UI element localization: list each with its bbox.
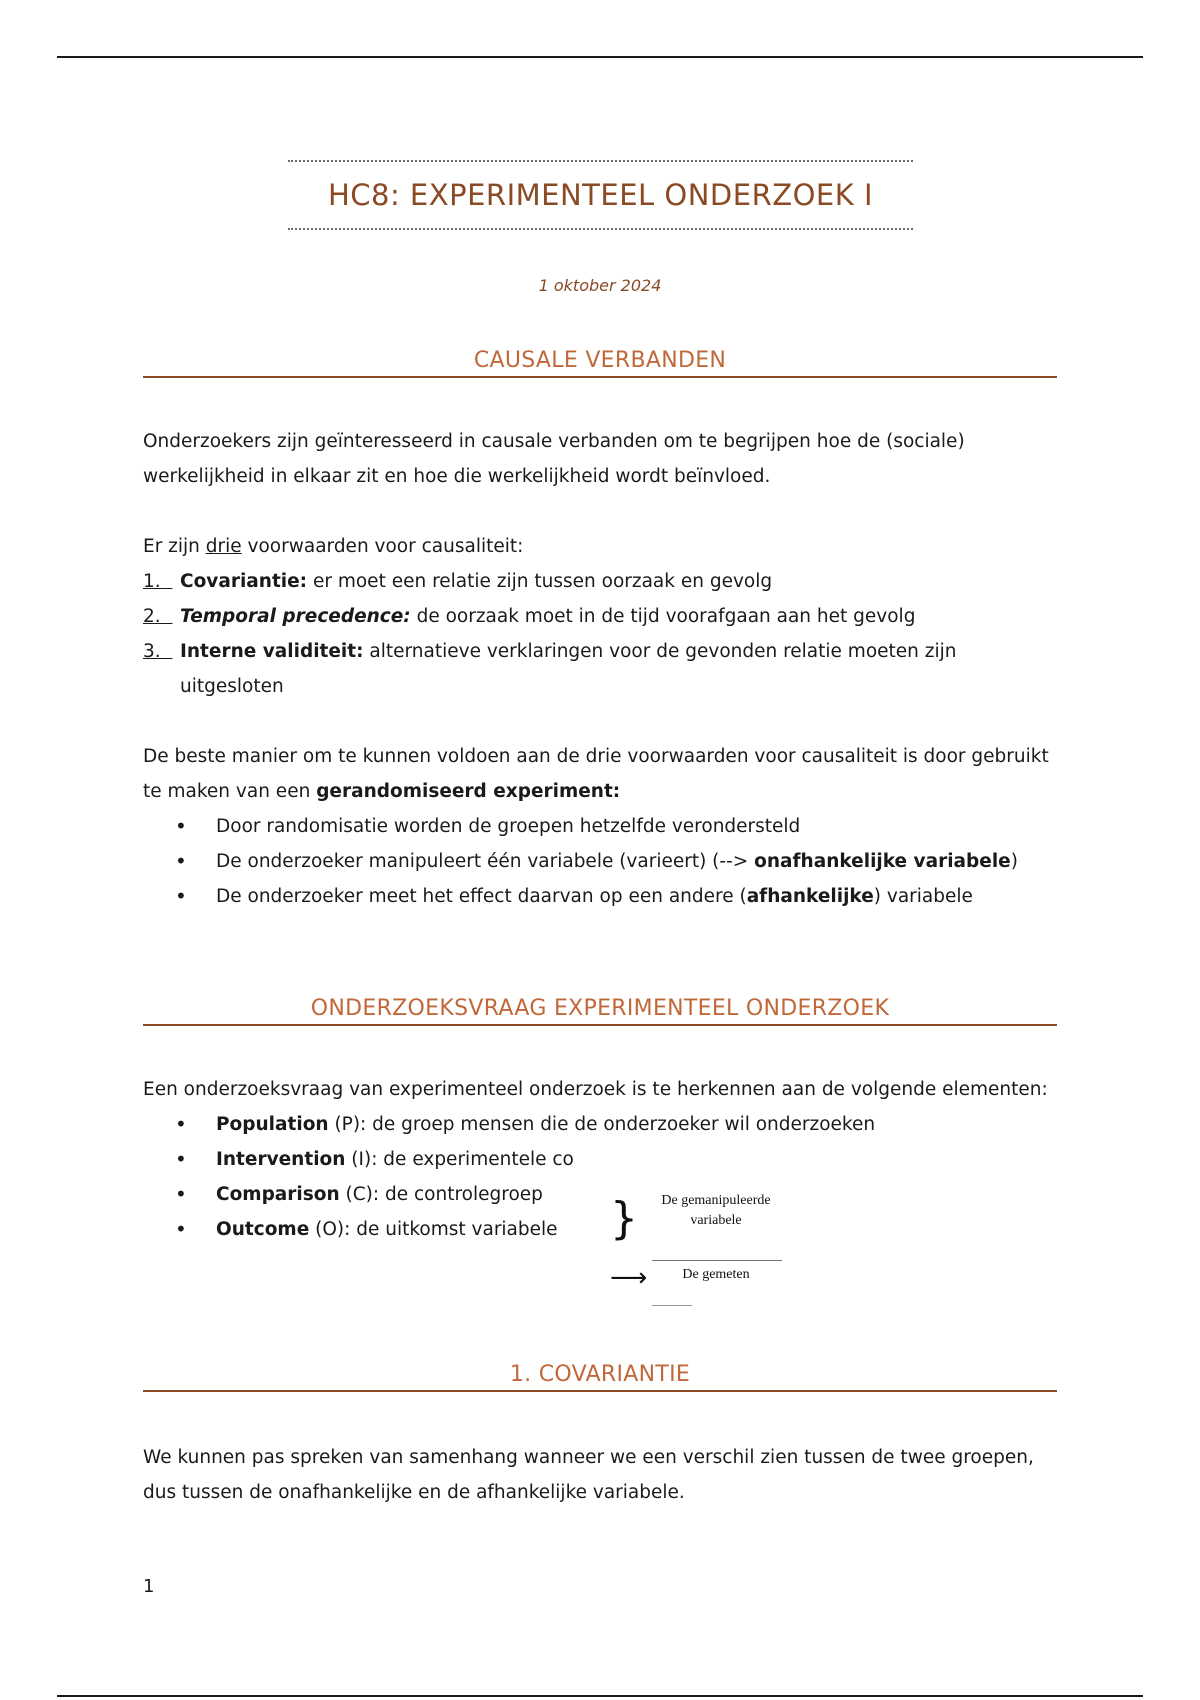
item-term: Interne validiteit:	[180, 641, 364, 662]
best-method-text: De beste manier om te kunnen voldoen aan de drie voorwaarden voor causaliteit is door gebruikt te maken van een	[143, 746, 1049, 802]
section-body-covariantie	[143, 1440, 1063, 1510]
conditions-post: voorwaarden voor causaliteit:	[241, 536, 524, 557]
list-item	[143, 844, 1063, 879]
page-bottom-rule	[57, 1695, 1143, 1697]
document-date: 1 oktober 2024	[538, 276, 662, 295]
bullet-icon: •	[175, 884, 187, 908]
numbered-item-covariantie	[143, 564, 1063, 599]
bullet-icon: •	[175, 1182, 187, 1206]
list-item	[143, 1142, 1063, 1177]
list-item	[143, 1212, 1063, 1247]
figure-divider	[652, 1260, 782, 1261]
paragraph-intro: Een onderzoeksvraag van experimenteel onderzoek is te herkennen aan de volgende elementen:	[143, 1079, 1048, 1100]
bullet-text: De onderzoeker meet het effect daarvan op een andere (	[216, 886, 747, 907]
arrow-right-icon: ⟶	[610, 1263, 648, 1293]
item-text: alternatieve verklaringen voor de gevonden relatie moeten zijn uitgesloten	[180, 641, 957, 697]
page-number: 1	[143, 1576, 155, 1597]
item-number: 1.	[143, 571, 173, 592]
pico-term: Outcome	[216, 1219, 310, 1240]
section-heading-covariantie: 1. COVARIANTIE	[143, 1362, 1057, 1392]
figure-label-measured: De gemeten	[682, 1267, 750, 1282]
bullet-bold: onafhankelijke variabele	[754, 851, 1011, 872]
paragraph-covariantie: We kunnen pas spreken van samenhang wanneer we een verschil zien tussen de twee groepen, dus tussen de onafhankelijke en de afhankelijke variabele.	[143, 1447, 1034, 1503]
conditions-pre: Er zijn	[143, 536, 206, 557]
paragraph-conditions	[143, 529, 1063, 564]
bullet-list-experiment	[143, 809, 1063, 914]
pico-text: (C): de controlegroep	[339, 1184, 543, 1205]
pico-term: Comparison	[216, 1184, 340, 1205]
bullet-icon: •	[175, 1217, 187, 1241]
pico-text: (P): de groep mensen die de onderzoeker wil onderzoeken	[328, 1114, 876, 1135]
numbered-item-temporal-precedence	[143, 599, 1063, 634]
conditions-word: drie	[205, 536, 242, 557]
bullet-icon: •	[175, 1112, 187, 1136]
spacer	[143, 704, 1063, 739]
figure-divider	[652, 1305, 692, 1306]
numbered-item-interne-validiteit	[143, 634, 1063, 704]
spacer	[143, 494, 1063, 529]
section-body-onderzoeksvraag	[143, 1072, 1063, 1247]
bullet-text-end: )	[1010, 851, 1018, 872]
section-body-causale-verbanden	[143, 424, 1063, 914]
bullet-bold: afhankelijke	[746, 886, 874, 907]
item-term: Temporal precedence:	[180, 606, 411, 627]
paragraph-best-method	[143, 739, 1063, 809]
figure-label-manipulated: De gemanipuleerde variabele	[661, 1193, 771, 1228]
bullet-icon: •	[175, 1147, 187, 1171]
bullet-list-pico	[143, 1107, 1063, 1247]
bullet-text: De onderzoeker manipuleert één variabele (varieert) (-->	[216, 851, 755, 872]
item-term: Covariantie:	[180, 571, 308, 592]
paragraph-intro: Onderzoekers zijn geïnteresseerd in causale verbanden om te begrijpen hoe de (sociale) werkelijkheid in elkaar zit en hoe die werkelijkheid wordt beïnvloed.	[143, 431, 965, 487]
bullet-icon: •	[175, 849, 187, 873]
list-item	[143, 879, 1063, 914]
item-number: 2.	[143, 606, 173, 627]
bullet-text: Door randomisatie worden de groepen hetzelfde verondersteld	[216, 816, 801, 837]
bullet-text-end: ) variabele	[873, 886, 973, 907]
item-text: de oorzaak moet in de tijd voorafgaan aan het gevolg	[410, 606, 916, 627]
pico-text: (I): de experimentele co	[345, 1149, 574, 1170]
list-item	[143, 1177, 1063, 1212]
brace-icon: }	[610, 1193, 638, 1244]
best-method-bold: gerandomiseerd experiment:	[316, 781, 621, 802]
bullet-icon: •	[175, 814, 187, 838]
list-item	[143, 1107, 1063, 1142]
pico-term: Population	[216, 1114, 329, 1135]
section-heading-onderzoeksvraag: ONDERZOEKSVRAAG EXPERIMENTEEL ONDERZOEK	[143, 996, 1057, 1026]
pico-text: (O): de uitkomst variabele	[309, 1219, 558, 1240]
document-title: HC8: EXPERIMENTEEL ONDERZOEK I	[288, 160, 913, 230]
pico-figure-image	[606, 1183, 796, 1328]
pico-term: Intervention	[216, 1149, 346, 1170]
list-item	[143, 809, 1063, 844]
item-number: 3.	[143, 641, 173, 662]
page-top-rule	[57, 56, 1143, 58]
item-text: er moet een relatie zijn tussen oorzaak en gevolg	[307, 571, 773, 592]
section-heading-causale-verbanden: CAUSALE VERBANDEN	[143, 348, 1057, 378]
